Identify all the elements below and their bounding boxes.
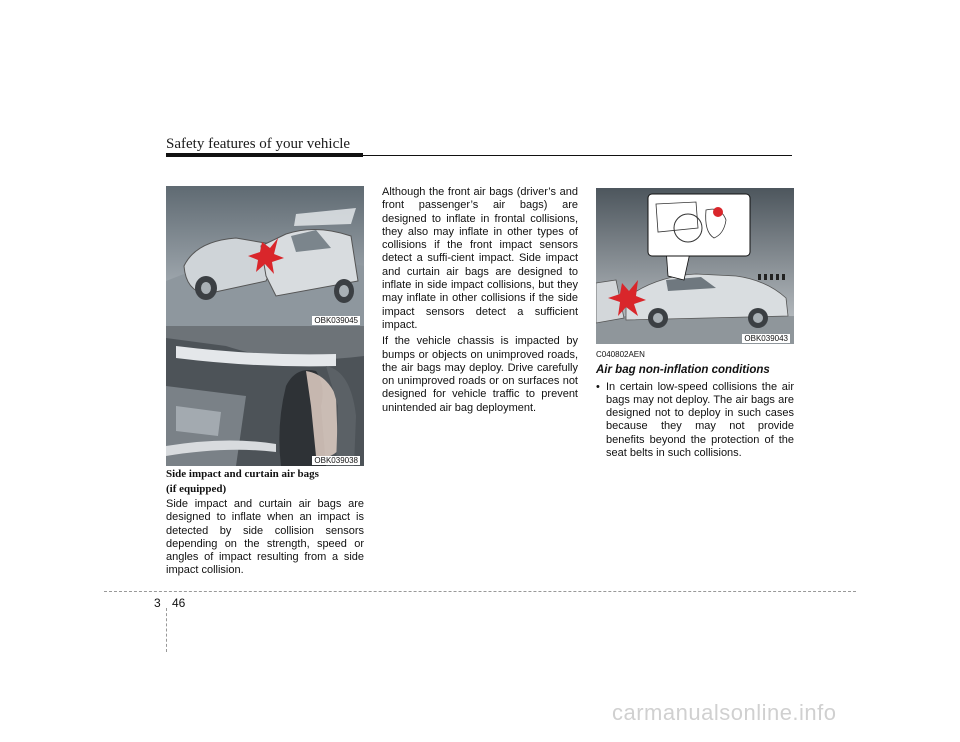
- section-heading: Air bag non-inflation conditions: [596, 364, 770, 377]
- paragraph: If the vehicle chassis is impacted by bumps or objects on unimproved roads, the air bags may deploy. Drive carefully on unimproved roads or on surfaces not designed for vehicle traffic to prevent unintended air bag deployment.: [382, 335, 578, 414]
- collision-illustration: [166, 186, 364, 326]
- list-item-text: In certain low-speed collisions the air bags may not deploy. The air bags are designed not to deploy in such cases because they may not provide benefits beyond the protection of the seat belts in such collisions.: [606, 380, 794, 460]
- figure-code: OBK039038: [314, 456, 358, 465]
- footer-divider: [104, 591, 856, 592]
- watermark: carmanualsonline.info: [612, 700, 837, 725]
- bullet-icon: •: [596, 380, 600, 393]
- column-3-text: [596, 348, 794, 460]
- list-item: [596, 381, 794, 461]
- section-heading: Side impact and curtain air bags: [166, 468, 319, 480]
- figure-side-impact-collision: [166, 186, 364, 326]
- column-2-text: [382, 186, 578, 418]
- page-number: 46: [172, 596, 186, 610]
- section-number: 3: [154, 596, 161, 610]
- content-code: C040802AEN: [596, 350, 645, 359]
- figure-code: OBK039043: [744, 334, 788, 343]
- paragraph: Although the front air bags (driver’s and front passenger’s air bags) are designed to inflate in frontal collisions, they also may inflate in other types of collisions if the front impact sensors detect a suffi-cient impact. Side impact and curtain air bags are designed to inflate in side impact collisions, but they may inflate in other collisions if the side impact sensors detect a sufficient impact.: [382, 186, 578, 331]
- footer-vertical-divider: [166, 608, 167, 652]
- front-impact-illustration: [596, 188, 794, 344]
- figure-front-impact: [596, 188, 794, 344]
- header-rule: [166, 153, 363, 157]
- header-rule-thin: [363, 155, 792, 156]
- airbag-interior-illustration: [166, 326, 364, 466]
- section-heading-qualifier: (if equipped): [166, 483, 227, 495]
- figure-curtain-airbag: [166, 326, 364, 466]
- page-section-title: Safety features of your vehicle: [166, 136, 351, 152]
- column-1-text: [166, 468, 364, 581]
- paragraph: Side impact and curtain air bags are designed to inflate when an impact is detected by side collision sensors depending on the strength, speed or angles of impact resulting from a side impact collision.: [166, 498, 364, 577]
- figure-code: OBK039045: [314, 316, 358, 325]
